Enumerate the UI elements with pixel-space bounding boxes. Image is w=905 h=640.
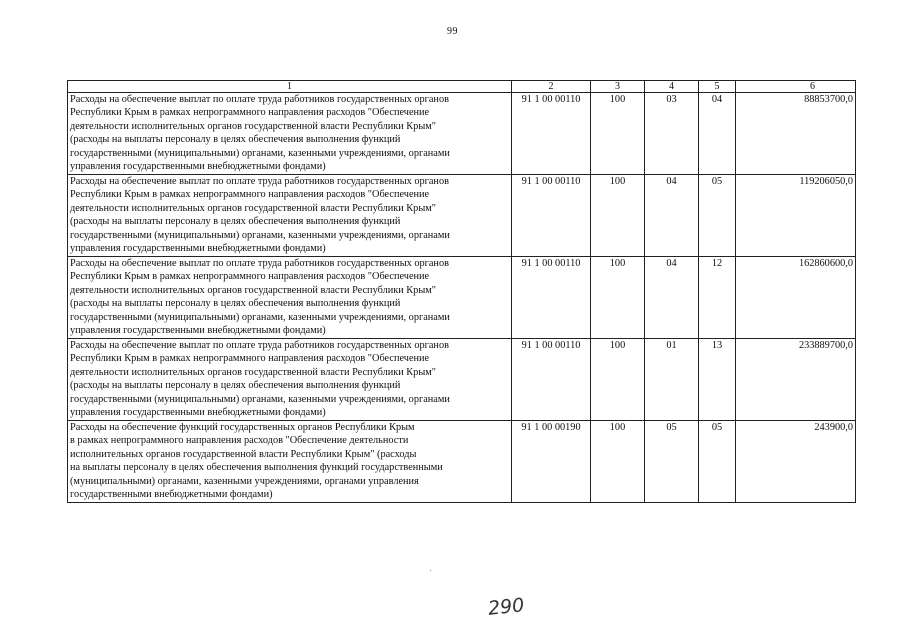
table-row [68, 339, 856, 421]
row-expense-type: 100 [591, 175, 645, 257]
row-subsection: 05 [699, 175, 736, 257]
column-header-vr: 3 [591, 81, 645, 93]
table-header-row [68, 81, 856, 93]
row-target-code: 91 1 00 00190 [512, 421, 591, 503]
row-section: 04 [645, 175, 699, 257]
scan-speck [430, 570, 431, 571]
row-section: 01 [645, 339, 699, 421]
row-amount: 119206050,0 [736, 175, 856, 257]
row-target-code: 91 1 00 00110 [512, 339, 591, 421]
handwritten-page-mark: 290 [486, 594, 526, 620]
row-description: Расходы на обеспечение выплат по оплате труда работников государственных органов Республики Крым в рамках непрограммного направления расходов "Обеспечение деятельности исполнительных органов государственной власти Республики Крым" (расходы на выплаты персоналу в целях обеспечения выполнения функций государственными (муниципальными) органами, казенными учреждениями, органами управления государственными внебюджетными фондами) [68, 339, 512, 421]
row-section: 05 [645, 421, 699, 503]
row-subsection: 12 [699, 257, 736, 339]
row-section: 04 [645, 257, 699, 339]
column-header-pr: 5 [699, 81, 736, 93]
table-row [68, 257, 856, 339]
row-description: Расходы на обеспечение функций государственных органов Республики Крым в рамках непрограммного направления расходов "Обеспечение деятельности исполнительных органов государственной власти Республики Крым" (расходы на выплаты персоналу в целях обеспечения выполнения функций государственными (муниципальными) органами, казенными учреждениями, органами управления государственными внебюджетными фондами) [68, 421, 512, 503]
table-row [68, 93, 856, 175]
row-expense-type: 100 [591, 339, 645, 421]
table-row [68, 421, 856, 503]
row-target-code: 91 1 00 00110 [512, 257, 591, 339]
row-description: Расходы на обеспечение выплат по оплате труда работников государственных органов Республики Крым в рамках непрограммного направления расходов "Обеспечение деятельности исполнительных органов государственной власти Республики Крым" (расходы на выплаты персоналу в целях обеспечения выполнения функций государственными (муниципальными) органами, казенными учреждениями, органами управления государственными внебюджетными фондами) [68, 175, 512, 257]
column-header-amount: 6 [736, 81, 856, 93]
row-amount: 88853700,0 [736, 93, 856, 175]
row-expense-type: 100 [591, 257, 645, 339]
row-amount: 243900,0 [736, 421, 856, 503]
column-header-rz: 4 [645, 81, 699, 93]
row-target-code: 91 1 00 00110 [512, 93, 591, 175]
table-row [68, 175, 856, 257]
row-target-code: 91 1 00 00110 [512, 175, 591, 257]
row-subsection: 04 [699, 93, 736, 175]
row-expense-type: 100 [591, 421, 645, 503]
column-header-code: 2 [512, 81, 591, 93]
row-subsection: 05 [699, 421, 736, 503]
row-amount: 233889700,0 [736, 339, 856, 421]
row-subsection: 13 [699, 339, 736, 421]
row-amount: 162860600,0 [736, 257, 856, 339]
budget-table [67, 80, 856, 503]
row-description: Расходы на обеспечение выплат по оплате труда работников государственных органов Республики Крым в рамках непрограммного направления расходов "Обеспечение деятельности исполнительных органов государственной власти Республики Крым" (расходы на выплаты персоналу в целях обеспечения выполнения функций государственными (муниципальными) органами, казенными учреждениями, органами управления государственными внебюджетными фондами) [68, 93, 512, 175]
column-header-description: 1 [68, 81, 512, 93]
row-expense-type: 100 [591, 93, 645, 175]
page-number: 99 [447, 26, 458, 37]
row-section: 03 [645, 93, 699, 175]
row-description: Расходы на обеспечение выплат по оплате труда работников государственных органов Республики Крым в рамках непрограммного направления расходов "Обеспечение деятельности исполнительных органов государственной власти Республики Крым" (расходы на выплаты персоналу в целях обеспечения выполнения функций государственными (муниципальными) органами, казенными учреждениями, органами управления государственными внебюджетными фондами) [68, 257, 512, 339]
